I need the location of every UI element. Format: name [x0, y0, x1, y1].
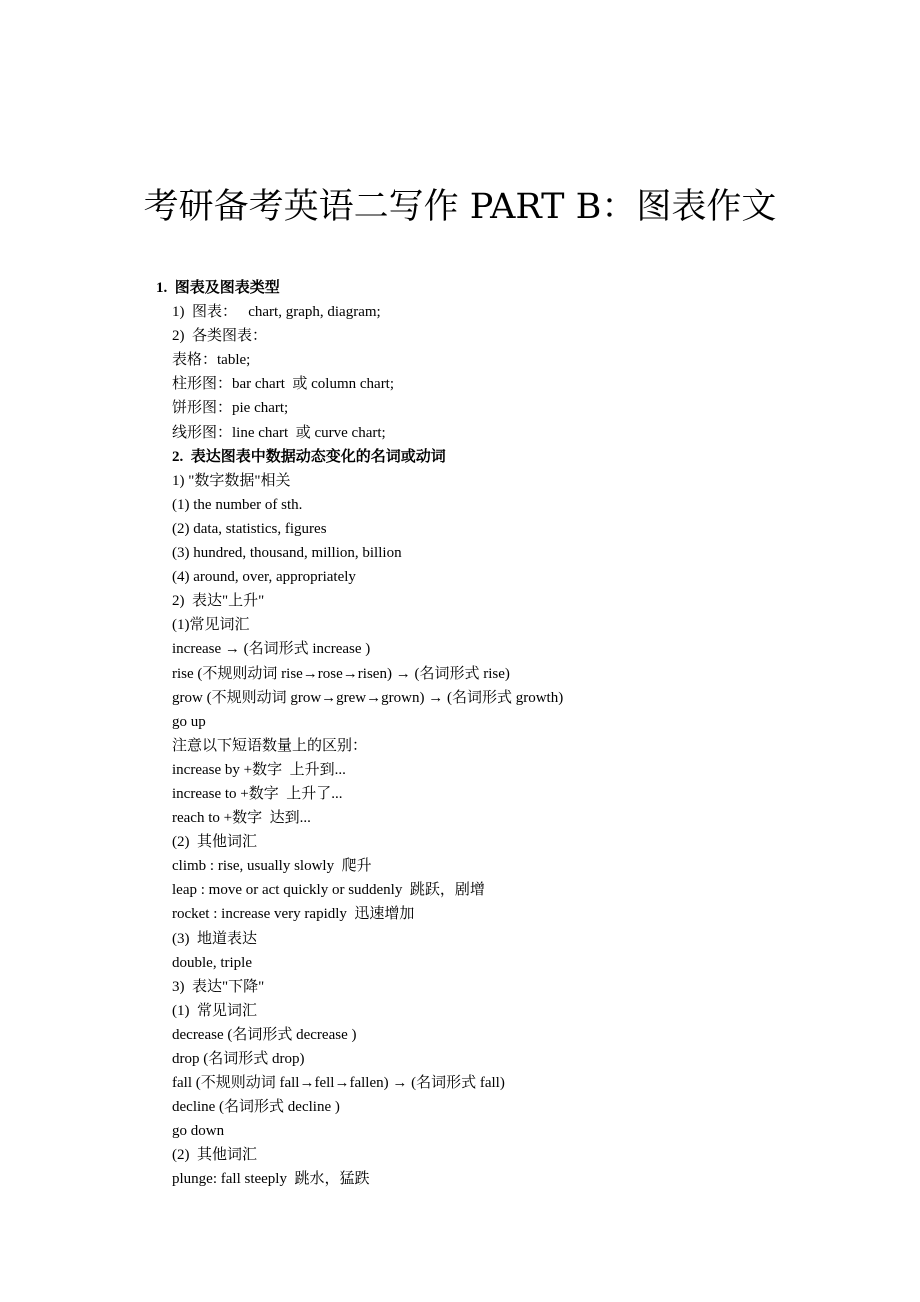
text-line: 注意以下短语数量上的区别：	[172, 737, 368, 754]
text-line: decrease (名词形式 decrease )	[172, 1026, 357, 1043]
text-line: (1) 常见词汇	[172, 1002, 257, 1019]
text-line: (2) data, statistics, figures	[172, 520, 327, 537]
document-body	[156, 276, 872, 1192]
text-line: 1) 图表： chart, graph, diagram;	[172, 304, 381, 321]
text-line: 线形图：line chart 或 curve chart;	[172, 424, 386, 441]
text-line: fall (不规则动词 fall→fell→fallen) → (名词形式 fall)	[172, 1075, 505, 1092]
text-line: 3) 表达"下降"	[172, 978, 265, 995]
text-line: (1) the number of sth.	[172, 496, 303, 513]
text-line: double, triple	[172, 954, 252, 971]
text-line: go up	[172, 713, 206, 730]
text-line: 饼形图：pie chart;	[172, 400, 289, 417]
text-line: increase → (名词形式 increase )	[172, 641, 371, 658]
text-line: drop (名词形式 drop)	[172, 1051, 305, 1067]
text-line: increase by +数字 上升到...	[172, 761, 346, 778]
text-line: (2) 其他词汇	[172, 834, 257, 851]
text-line: 2) 各类图表：	[172, 328, 267, 345]
text-line: reach to +数字 达到...	[172, 810, 311, 827]
text-line: leap : move or act quickly or suddenly 跳跃，剧增	[172, 882, 485, 899]
text-line: rocket : increase very rapidly 迅速增加	[172, 906, 415, 923]
text-line: (4) around, over, appropriately	[172, 569, 356, 586]
section-heading: 1. 图表及图表类型	[156, 280, 280, 296]
section-heading: 2. 表达图表中数据动态变化的名词或动词	[172, 448, 446, 465]
text-line: (3) 地道表达	[172, 930, 257, 947]
text-line: go down	[172, 1123, 225, 1140]
text-line: 柱形图：bar chart 或 column chart;	[172, 376, 395, 393]
text-line: 2) 表达"上升"	[172, 593, 265, 610]
text-line: (2) 其他词汇	[172, 1147, 257, 1164]
document-title: 考研备考英语二写作 PART B：图表作文	[143, 187, 777, 227]
text-line: climb : rise, usually slowly 爬升	[172, 858, 372, 875]
text-line: rise (不规则动词 rise→rose→risen) → (名词形式 rise)	[172, 665, 510, 682]
text-line: (1)常见词汇	[172, 617, 250, 634]
text-line: (3) hundred, thousand, million, billion	[172, 545, 402, 562]
text-line: grow (不规则动词 grow→grew→grown) → (名词形式 growth)	[172, 689, 564, 706]
text-line: 1) "数字数据"相关	[172, 472, 291, 489]
text-line: increase to +数字 上升了...	[172, 785, 343, 802]
text-line: plunge: fall steeply 跳水，猛跌	[172, 1171, 370, 1188]
text-line: decline (名词形式 decline )	[172, 1099, 340, 1116]
text-line: 表格：table;	[172, 352, 251, 369]
